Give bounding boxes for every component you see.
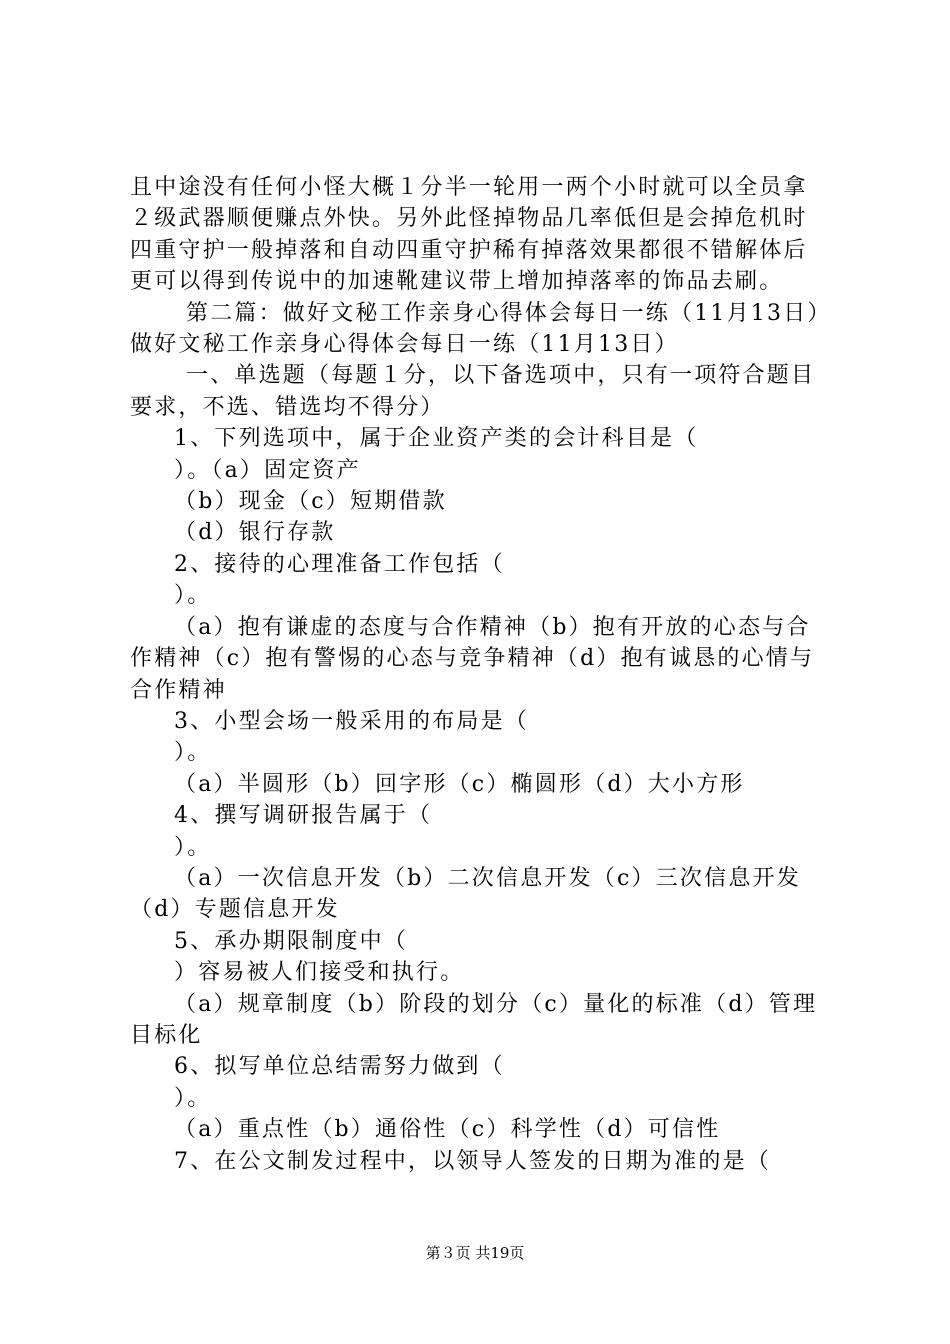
- paragraph-p16: 5、承办期限制度中（: [174, 928, 408, 954]
- page-footer: 第３页 共19页: [425, 1244, 525, 1262]
- paragraph-p2: 一、单选题（每题１分，以下备选项中，只有一项符合题目要求，不选、错选均不得分）: [130, 363, 816, 420]
- paragraph-p21: （a）重点性（b）通俗性（c）科学性（d）可信性: [174, 1117, 721, 1143]
- paragraph-p14: ）。: [174, 834, 212, 860]
- paragraph-p5: （b）现金（c）短期借款: [174, 489, 447, 515]
- paragraph-p10: 3、小型会场一般采用的布局是（: [174, 708, 529, 734]
- paragraph-p15: （a）一次信息开发（b）二次信息开发（c）三次信息开发（d）专题信息开发: [130, 865, 801, 923]
- paragraph-p6: （d）银行存款: [174, 520, 336, 546]
- paragraph-p9: （a）抱有谦虚的态度与合作精神（b）抱有开放的心态与合作精神（c）抱有警惕的心态与竞争精神（d）抱有诚恳的心情与合作精神: [130, 614, 815, 703]
- paragraph-p17: ）容易被人们接受和执行。: [174, 960, 465, 986]
- paragraph-p7: 2、接待的心理准备工作包括（: [174, 551, 505, 577]
- paragraph-p20: ）。: [174, 1085, 212, 1111]
- document-body: [130, 172, 830, 1177]
- paragraph-p22: 7、在公文制发过程中，以领导人签发的日期为准的是（: [174, 1148, 771, 1174]
- paragraph-p11: ）。: [174, 740, 212, 766]
- paragraph-p13: 4、撰写调研报告属于（: [174, 803, 433, 829]
- paragraph-p12: （a）半圆形（b）回字形（c）椭圆形（d）大小方形: [174, 771, 745, 797]
- paragraph-p3: 1、下列选项中，属于企业资产类的会计科目是（: [174, 426, 699, 452]
- paragraph-p19: 6、拟写单位总结需努力做到（: [174, 1054, 505, 1080]
- paragraph-p4: ）。（a）固定资产: [174, 457, 361, 483]
- paragraph-p18: （a）规章制度（b）阶段的划分（c）量化的标准（d）管理目标化: [130, 991, 818, 1048]
- paragraph-p0: 且中途没有任何小怪大概１分半一轮用一两个小时就可以全员拿２级武器顺便赚点外快。另外此怪掉物品几率低但是会掉危机时四重守护一般掉落和自动四重守护稀有掉落效果都很不错解体后更可以得到传说中的加速靴建议带上增加掉落率的饰品去刷。: [130, 175, 808, 295]
- paragraph-p8: ）。: [174, 583, 212, 609]
- paragraph-p1: 第二篇：做好文秘工作亲身心得体会每日一练（11月13日）做好文秘工作亲身心得体会每日一练（11月13日）: [130, 300, 821, 358]
